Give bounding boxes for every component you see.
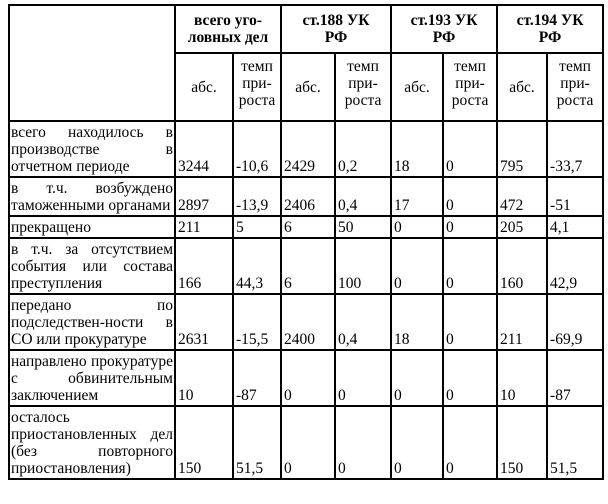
cell-growth-rate: 0 (443, 177, 497, 216)
cell-growth-rate: 0 (443, 406, 497, 479)
statistics-table (8, 4, 604, 480)
cell-growth-rate: -15,5 (233, 294, 281, 350)
cell-growth-rate: 100 (335, 238, 391, 294)
cell-abs: 166 (175, 238, 233, 294)
cell-abs: 0 (281, 406, 335, 479)
cell-growth-rate: 0 (443, 294, 497, 350)
cell-abs: 6 (281, 216, 335, 238)
cell-growth-rate: -10,6 (233, 121, 281, 177)
row-label: осталось приостановленных дел (без повторного приостановления) (9, 406, 175, 479)
cell-growth-rate: 0 (443, 238, 497, 294)
cell-abs: 10 (497, 350, 547, 406)
cell-growth-rate: 51,5 (547, 406, 603, 479)
cell-growth-rate: 0 (335, 350, 391, 406)
cell-abs: 2897 (175, 177, 233, 216)
cell-abs: 18 (391, 294, 443, 350)
cell-growth-rate: 4,1 (547, 216, 603, 238)
cell-growth-rate: -13,9 (233, 177, 281, 216)
subheader-abs: абс. (391, 53, 443, 121)
row-label: всего находилось в производстве в отчетном периоде (9, 121, 175, 177)
cell-abs: 150 (497, 406, 547, 479)
group-header-total: всего уго- ловных дел (175, 5, 281, 53)
subheader-growth-rate: темп при- роста (335, 53, 391, 121)
cell-growth-rate: 0,4 (335, 294, 391, 350)
row-label: направлено прокуратуре с обвинительным заключением (9, 350, 175, 406)
cell-abs: 205 (497, 216, 547, 238)
cell-abs: 2429 (281, 121, 335, 177)
group-header-art194: ст.194 УК РФ (497, 5, 603, 53)
cell-growth-rate: 0 (443, 216, 497, 238)
cell-abs: 795 (497, 121, 547, 177)
subheader-abs: абс. (497, 53, 547, 121)
table-row (9, 121, 603, 177)
subheader-growth-rate: темп при- роста (547, 53, 603, 121)
table-row (9, 406, 603, 479)
cell-abs: 18 (391, 121, 443, 177)
row-label: прекращено (9, 216, 175, 238)
cell-abs: 211 (175, 216, 233, 238)
cell-growth-rate: 0,4 (335, 177, 391, 216)
group-header-art193: ст.193 УК РФ (391, 5, 497, 53)
cell-growth-rate: 51,5 (233, 406, 281, 479)
row-label: в т.ч. за отсутствием события или состава преступления (9, 238, 175, 294)
cell-growth-rate: -51 (547, 177, 603, 216)
subheader-abs: абс. (281, 53, 335, 121)
cell-abs: 160 (497, 238, 547, 294)
cell-growth-rate: -87 (233, 350, 281, 406)
cell-growth-rate: 0,2 (335, 121, 391, 177)
cell-abs: 0 (391, 406, 443, 479)
cell-abs: 2406 (281, 177, 335, 216)
table-row (9, 238, 603, 294)
cell-growth-rate: 5 (233, 216, 281, 238)
subheader-growth-rate: темп при- роста (233, 53, 281, 121)
subheader-growth-rate: темп при- роста (443, 53, 497, 121)
cell-growth-rate: -87 (547, 350, 603, 406)
table-row (9, 294, 603, 350)
row-label: в т.ч. возбуждено таможенными органами (9, 177, 175, 216)
cell-abs: 0 (391, 350, 443, 406)
group-header-art188: ст.188 УК РФ (281, 5, 391, 53)
table-row (9, 216, 603, 238)
cell-growth-rate: 0 (335, 406, 391, 479)
cell-abs: 2400 (281, 294, 335, 350)
cell-abs: 150 (175, 406, 233, 479)
cell-abs: 3244 (175, 121, 233, 177)
cell-growth-rate: -33,7 (547, 121, 603, 177)
cell-growth-rate: 44,3 (233, 238, 281, 294)
cell-growth-rate: 50 (335, 216, 391, 238)
cell-growth-rate: -69,9 (547, 294, 603, 350)
cell-abs: 211 (497, 294, 547, 350)
cell-abs: 472 (497, 177, 547, 216)
cell-abs: 0 (391, 216, 443, 238)
cell-growth-rate: 0 (443, 121, 497, 177)
table-row (9, 350, 603, 406)
cell-abs: 0 (391, 238, 443, 294)
cell-abs: 6 (281, 238, 335, 294)
cell-growth-rate: 0 (443, 350, 497, 406)
cell-growth-rate: 42,9 (547, 238, 603, 294)
cell-abs: 2631 (175, 294, 233, 350)
cell-abs: 17 (391, 177, 443, 216)
row-label: передано по подследствен-ности в СО или прокуратуре (9, 294, 175, 350)
cell-abs: 0 (281, 350, 335, 406)
corner-cell (9, 5, 175, 121)
cell-abs: 10 (175, 350, 233, 406)
subheader-abs: абс. (175, 53, 233, 121)
table-row (9, 177, 603, 216)
